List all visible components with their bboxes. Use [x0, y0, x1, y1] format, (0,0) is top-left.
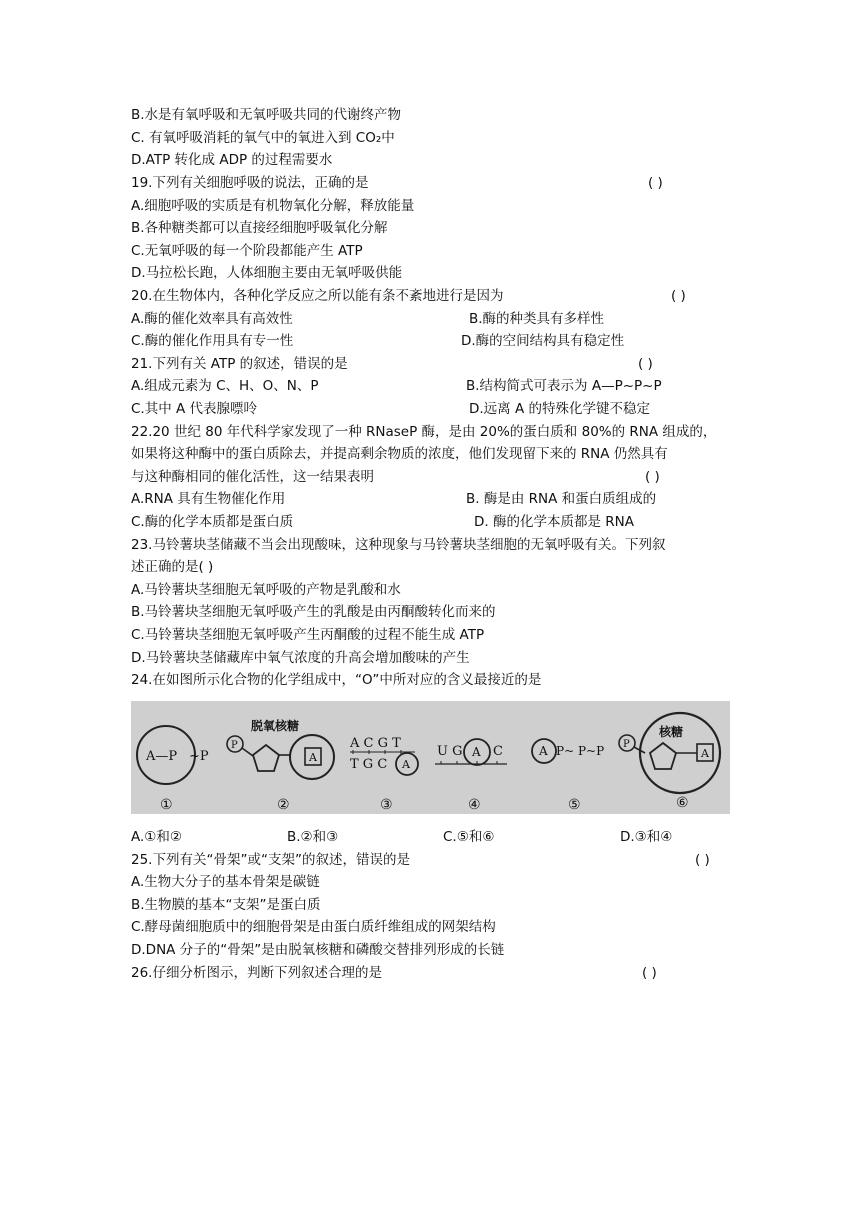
fig6-base-text: A: [701, 747, 709, 760]
q21-option-b: B.结构简式可表示为 A—P~P~P: [466, 378, 662, 394]
fig2-pentose: [253, 745, 279, 771]
q20-answer-paren: ( ): [671, 288, 686, 304]
q24-stem: 24.在如图所示化合物的化学组成中，“O”中所对应的含义最接近的是: [131, 672, 542, 688]
q24-option-b: B.②和③: [287, 829, 339, 845]
fig3-label: ③: [380, 797, 393, 813]
fig1-label: ①: [160, 797, 173, 813]
q24-option-a: A.①和②: [131, 829, 182, 845]
prev-option-c: C. 有氧呼吸消耗的氧气中的氧进入到 CO₂中: [131, 130, 395, 146]
q22-answer-paren: ( ): [645, 469, 660, 485]
fig2-label: ②: [277, 797, 290, 813]
q19-stem: 19.下列有关细胞呼吸的说法，正确的是: [131, 175, 369, 191]
q21-option-d: D.远离 A 的特殊化学键不稳定: [469, 401, 651, 417]
q20-option-b: B.酶的种类具有多样性: [469, 311, 605, 327]
fig4-label: ④: [468, 797, 481, 813]
q19-option-d: D.马拉松长跑，人体细胞主要由无氧呼吸供能: [131, 265, 403, 281]
q22-stem-line3: 与这种酶相同的催化活性，这一结果表明: [131, 469, 374, 485]
q22-stem-line1: 22.20 世纪 80 年代科学家发现了一种 RNaseP 酶，是由 20%的蛋白质和 80%的 RNA 组成的，: [131, 424, 717, 440]
fig4-circle-text: A: [472, 745, 481, 759]
fig3-top-strand: A C G T: [350, 736, 401, 751]
q22-option-d: D. 酶的化学本质都是 RNA: [474, 514, 634, 530]
fig2-phosphate-text: P: [231, 740, 238, 751]
fig4-left-text: U G: [437, 744, 463, 759]
q24-figure: [131, 701, 730, 814]
q24-option-d: D.③和④: [620, 829, 673, 845]
q25-option-b: B.生物膜的基本“支架”是蛋白质: [131, 897, 321, 913]
fig4-right-text: C: [493, 744, 503, 759]
q21-option-c: C.其中 A 代表腺嘌呤: [131, 401, 258, 417]
prev-option-d: D.ATP 转化成 ADP 的过程需要水: [131, 152, 333, 168]
fig1-inner-text: A—P: [146, 749, 178, 764]
compound-diagram: [131, 701, 730, 814]
q24-option-c: C.⑤和⑥: [443, 829, 495, 845]
q21-stem: 21.下列有关 ATP 的叙述，错误的是: [131, 356, 348, 372]
fig5-circle-text: A: [539, 744, 548, 758]
fig2-base-text: A: [309, 751, 317, 764]
fig3-bottom-strand: T G C: [350, 757, 388, 772]
q22-option-b: B. 酶是由 RNA 和蛋白质组成的: [466, 491, 657, 507]
q23-stem-line1: 23.马铃薯块茎储藏不当会出现酸味，这种现象与马铃薯块茎细胞的无氧呼吸有关。下列叙: [131, 537, 666, 553]
q20-stem: 20.在生物体内，各种化学反应之所以能有条不紊地进行是因为: [131, 288, 504, 304]
q23-option-a: A.马铃薯块茎细胞无氧呼吸的产物是乳酸和水: [131, 582, 401, 598]
fig5-tail-text: P~ P~P: [556, 744, 605, 758]
q26-stem: 26.仔细分析图示，判断下列叙述合理的是: [131, 965, 382, 981]
q25-answer-paren: ( ): [695, 852, 710, 868]
fig5-label: ⑤: [568, 797, 581, 813]
q23-stem-line2: 述正确的是( ): [131, 559, 214, 575]
q25-option-a: A.生物大分子的基本骨架是碳链: [131, 874, 320, 890]
fig2-caption: 脱氧核糖: [251, 719, 300, 733]
q25-stem: 25.下列有关“骨架”或“支架”的叙述，错误的是: [131, 852, 410, 868]
fig6-phosphate-text: P: [623, 739, 630, 750]
q19-option-a: A.细胞呼吸的实质是有机物氧化分解，释放能量: [131, 198, 415, 214]
q25-option-c: C.酵母菌细胞质中的细胞骨架是由蛋白质纤维组成的网架结构: [131, 919, 496, 935]
q19-option-b: B.各种糖类都可以直接经细胞呼吸氧化分解: [131, 220, 388, 236]
fig3-circle-text: A: [402, 758, 410, 771]
q19-option-c: C.无氧呼吸的每一个阶段都能产生 ATP: [131, 243, 363, 259]
q25-option-d: D.DNA 分子的“骨架”是由脱氧核糖和磷酸交替排列形成的长链: [131, 942, 505, 958]
q20-option-a: A.酶的催化效率具有高效性: [131, 311, 293, 327]
q21-option-a: A.组成元素为 C、H、O、N、P: [131, 378, 319, 394]
fig6-label: ⑥: [676, 795, 689, 811]
fig6-pentose: [650, 743, 676, 769]
fig6-caption: 核糖: [659, 725, 684, 739]
q20-option-c: C.酶的催化作用具有专一性: [131, 333, 294, 349]
q22-stem-line2: 如果将这种酶中的蛋白质除去，并提高剩余物质的浓度，他们发现留下来的 RNA 仍然具有: [131, 446, 668, 462]
q19-answer-paren: ( ): [648, 175, 663, 191]
q21-answer-paren: ( ): [638, 356, 653, 372]
q22-option-a: A.RNA 具有生物催化作用: [131, 491, 286, 507]
q26-answer-paren: ( ): [642, 965, 657, 981]
q23-option-c: C.马铃薯块茎细胞无氧呼吸产生丙酮酸的过程不能生成 ATP: [131, 627, 485, 643]
prev-option-b: B.水是有氧呼吸和无氧呼吸共同的代谢终产物: [131, 107, 402, 123]
fig1-tail-text: ~P: [189, 749, 209, 764]
q22-option-c: C.酶的化学本质都是蛋白质: [131, 514, 294, 530]
q23-option-b: B.马铃薯块茎细胞无氧呼吸产生的乳酸是由丙酮酸转化而来的: [131, 604, 496, 620]
q20-option-d: D.酶的空间结构具有稳定性: [461, 333, 625, 349]
q23-option-d: D.马铃薯块茎储藏库中氧气浓度的升高会增加酸味的产生: [131, 650, 470, 666]
